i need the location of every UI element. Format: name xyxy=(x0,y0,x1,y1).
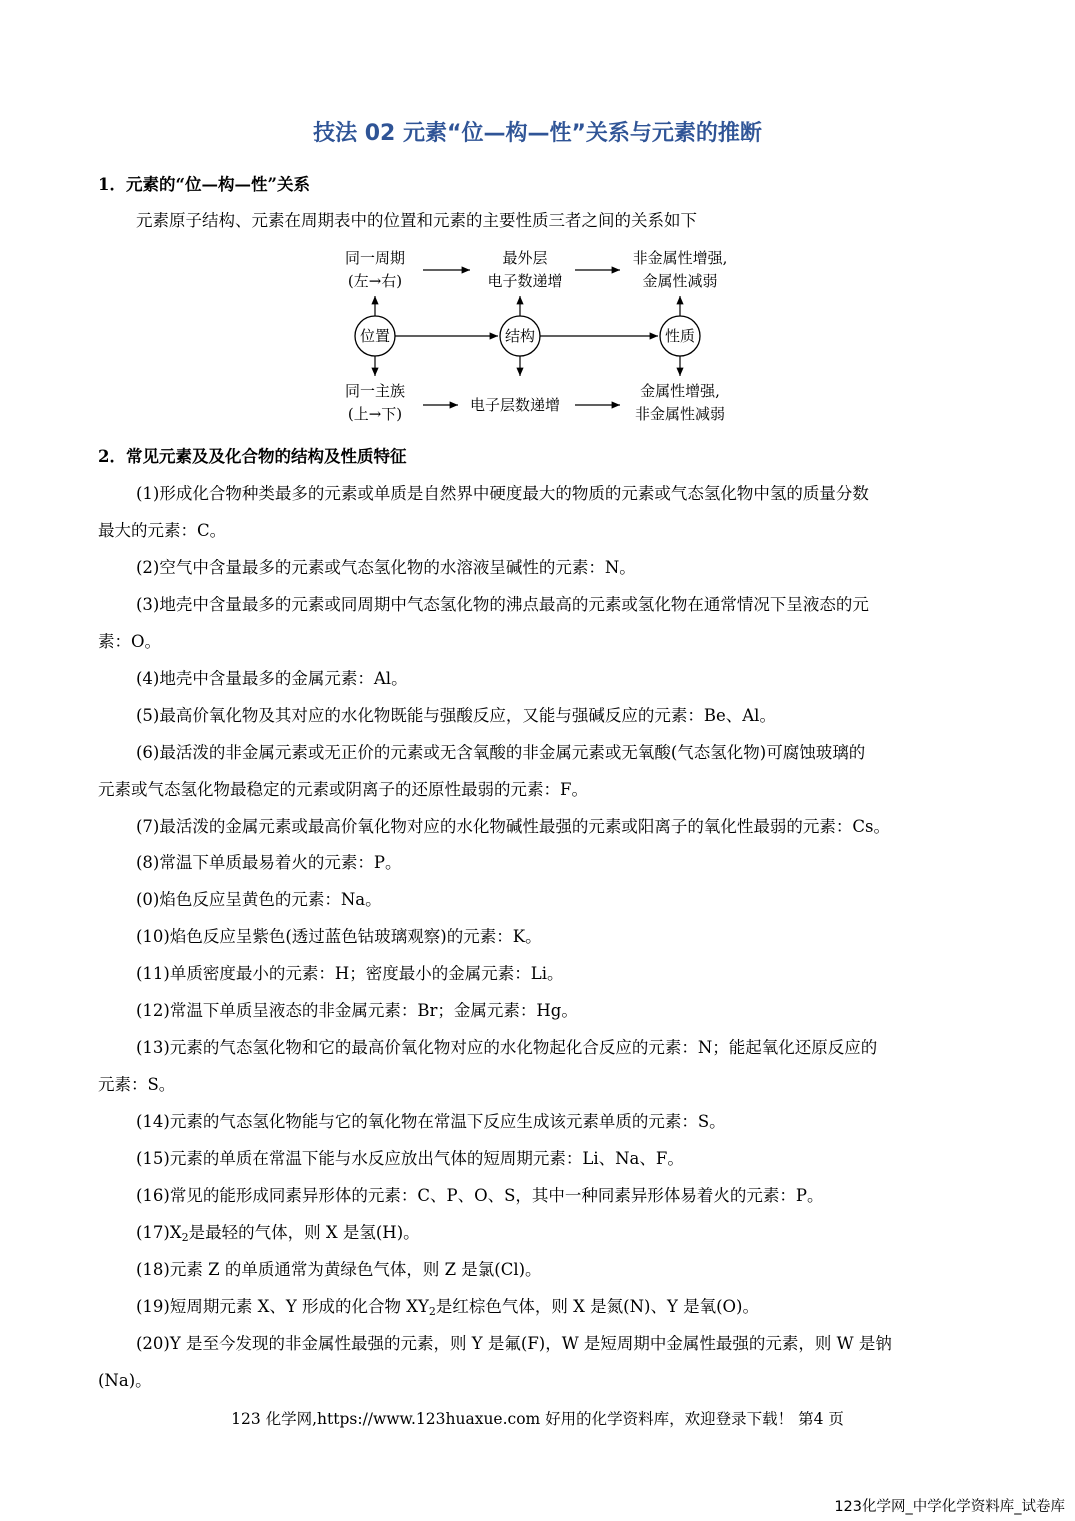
list-item: (20)Y 是至今发现的非金属性最强的元素，则 Y 是氟(F)，W 是短周期中金属性最强的元素，则 W 是钠 xyxy=(136,1334,892,1353)
bottom-mid-line1: 电子层数递增 xyxy=(469,396,561,414)
node-position: 位置 xyxy=(359,327,391,345)
list-item: (5)最高价氧化物及其对应的水化物既能与强酸反应，又能与强碱反应的元素：Be、Al。 xyxy=(136,706,776,725)
list-item: (12)常温下单质呈液态的非金属元素：Br；金属元素：Hg。 xyxy=(136,1001,578,1020)
node-structure: 结构 xyxy=(504,327,536,345)
page-footer: 123 化学网,https://www.123huaxue.com 好用的化学资料库，欢迎登录下载！ 第4 页 xyxy=(231,1410,844,1428)
top-mid-line2: 电子数递增 xyxy=(487,272,563,290)
top-right-line1: 非金属性增强, xyxy=(632,249,728,267)
list-item: (19)短周期元素 X、Y 形成的化合物 $XY_2$是红棕色气体，则 X 是氮(N)、Y 是氧(O)。 xyxy=(136,1297,759,1318)
section-2-heading: 2．常见元素及及化合物的结构及性质特征 xyxy=(98,447,407,466)
list-item: (2)空气中含量最多的元素或气态氢化物的水溶液呈碱性的元素：N。 xyxy=(136,558,636,577)
list-item: (18)元素 Z 的单质通常为黄绿色气体，则 Z 是氯(Cl)。 xyxy=(136,1260,542,1279)
list-item: (Na)。 xyxy=(98,1371,152,1390)
section-1-heading: 1．元素的“位—构—性”关系 xyxy=(98,175,310,194)
list-item: (15)元素的单质在常温下能与水反应放出气体的短周期元素：Li、Na、F。 xyxy=(136,1149,684,1168)
bottom-left-line1: 同一主族 xyxy=(344,382,406,400)
top-right-line2: 金属性减弱 xyxy=(642,272,718,290)
list-item: 元素或气态氢化物最稳定的元素或阴离子的还原性最弱的元素：F。 xyxy=(98,780,588,799)
list-item: (8)常温下单质最易着火的元素：P。 xyxy=(136,853,402,872)
top-mid-line1: 最外层 xyxy=(502,249,548,267)
list-item: (1)形成化合物种类最多的元素或单质是自然界中硬度最大的物质的元素或气态氢化物中氢的质量分数 xyxy=(136,484,869,503)
list-item: (3)地壳中含量最多的元素或同周期中气态氢化物的沸点最高的元素或氢化物在通常情况下呈液态的元 xyxy=(136,595,869,614)
list-item: (7)最活泼的金属元素或最高价氧化物对应的水化物碱性最强的元素或阳离子的氧化性最弱的元素：Cs。 xyxy=(136,817,890,836)
list-item: 元素：S。 xyxy=(98,1075,176,1094)
top-left-line1: 同一周期 xyxy=(344,249,406,267)
list-item: (16)常见的能形成同素异形体的元素：C、P、O、S，其中一种同素异形体易着火的元素：P。 xyxy=(136,1186,824,1205)
list-item: (10)焰色反应呈紫色(透过蓝色钴玻璃观察)的元素：K。 xyxy=(136,927,542,946)
list-item: (14)元素的气态氢化物能与它的氧化物在常温下反应生成该元素单质的元素：S。 xyxy=(136,1112,726,1131)
bottom-right-line2: 非金属性减弱 xyxy=(634,405,726,423)
bottom-right-line1: 金属性增强, xyxy=(640,382,720,400)
list-item: (13)元素的气态氢化物和它的最高价氧化物对应的水化物起化合反应的元素：N；能起氧化还原反应的 xyxy=(136,1038,878,1057)
list-item: (6)最活泼的非金属元素或无正价的元素或无含氧酸的非金属元素或无氧酸(气态氢化物)可腐蚀玻璃的 xyxy=(136,743,866,762)
node-property: 性质 xyxy=(664,327,696,345)
list-item: $(17)X_2$是最轻的气体，则 X 是氢(H)。 xyxy=(136,1223,420,1244)
bottom-left-line2: (上→下) xyxy=(347,405,403,423)
position-structure-property-diagram xyxy=(330,240,750,430)
page-title: 技法 02 元素“位—构—性”关系与元素的推断 xyxy=(313,121,762,146)
list-item: (0)焰色反应呈黄色的元素：Na。 xyxy=(136,890,382,909)
top-left-line2: (左→右) xyxy=(347,272,403,290)
list-item: (4)地壳中含量最多的金属元素：Al。 xyxy=(136,669,408,688)
list-item: 最大的元素：C。 xyxy=(98,521,227,540)
list-item: (11)单质密度最小的元素：H；密度最小的金属元素：Li。 xyxy=(136,964,564,983)
section-1-intro: 元素原子结构、元素在周期表中的位置和元素的主要性质三者之间的关系如下 xyxy=(136,211,697,230)
watermark: 123化学网_中学化学资料库_试卷库 xyxy=(834,1499,1065,1515)
list-item: 素：O。 xyxy=(98,632,162,651)
